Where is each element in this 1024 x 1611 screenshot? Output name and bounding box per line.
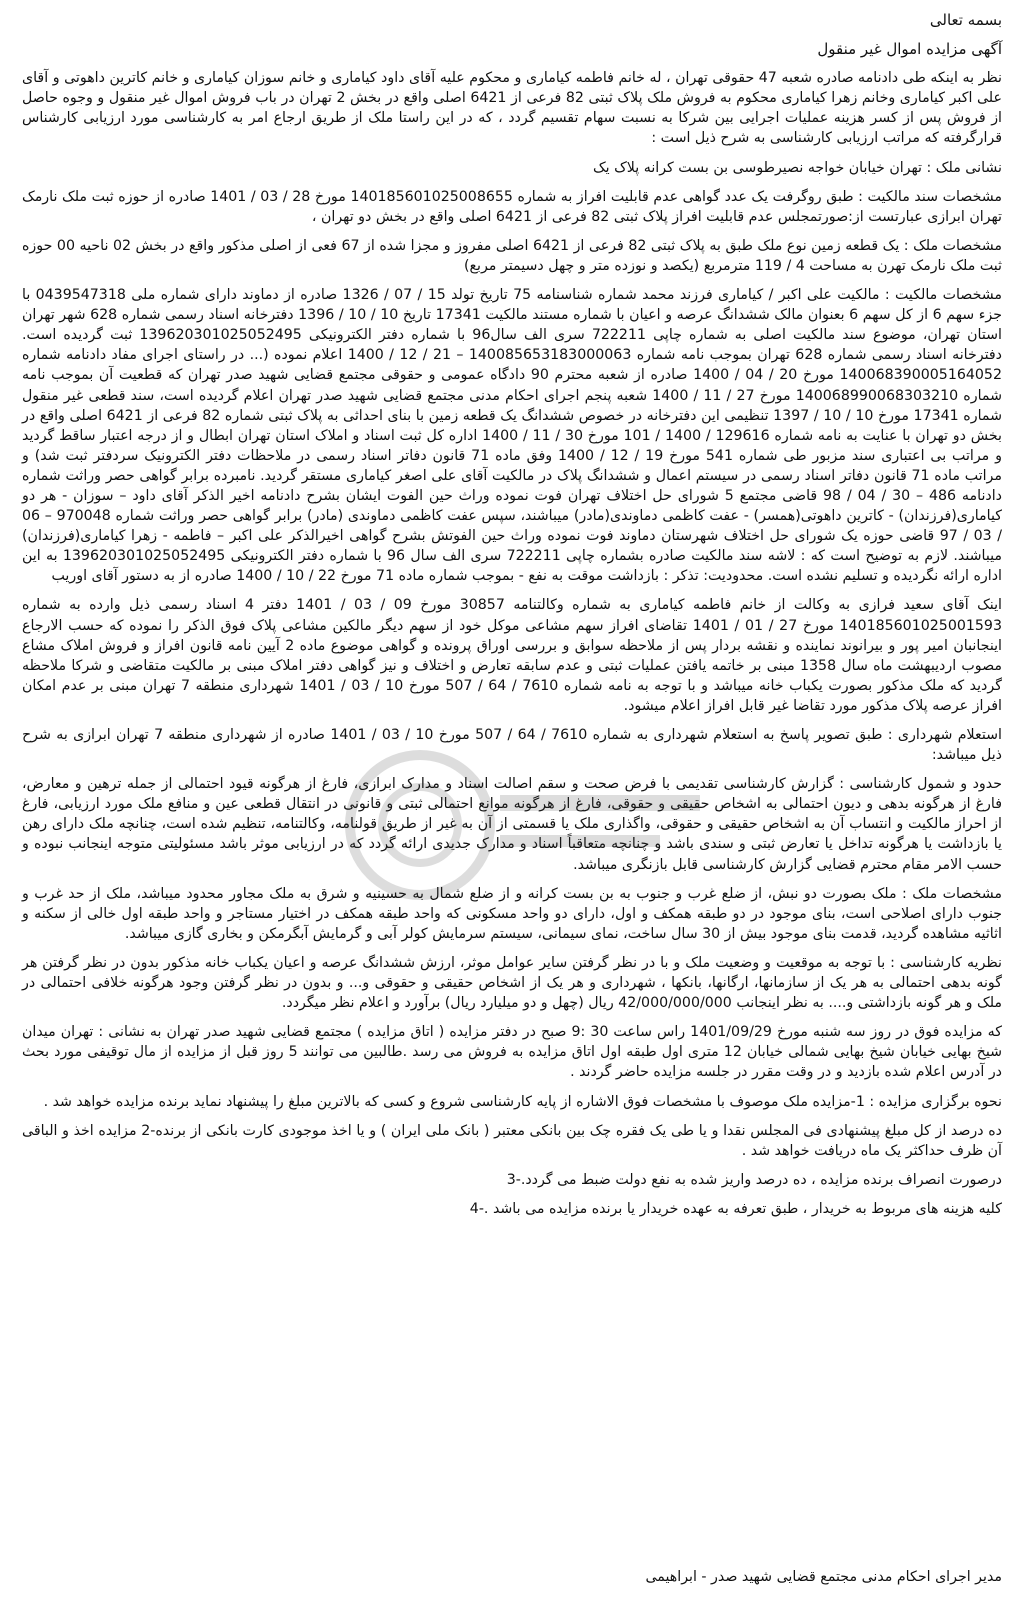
paragraph-procedure-3: درصورت انصراف برنده مزایده ، ده درصد واریز شده به نفع دولت ضبط می گردد.-3: [506, 1171, 1002, 1188]
paragraph-deed: مشخصات سند مالکیت : طبق روگرفت یک عدد گواهی عدم قابلیت افراز به شماره 140185601025008655 مورخ 28 / 03 / 1401 صادره از حوزه ثبت ملک نارمک تهران ابرازی عبارتست از:صورتمجلس عدم قابلیت افراز پلاک ثبتی 82 فرعی از 6421 اصلی واقع در بخش دو تهران ،: [22, 188, 1002, 225]
paragraph-procedure-4: کلیه هزینه های مربوط به خریدار ، طبق تعرفه به عهده خریدار یا برنده مزایده می باشد .-4: [469, 1200, 1002, 1217]
paragraph-property: مشخصات ملک : یک قطعه زمین نوع ملک طبق به پلاک ثبتی 82 فرعی از 6421 اصلی مفروز و مجزا شده از 67 فعی از اصلی مذکور واقع در بخش 02 ناحیه 00 حوزه ثبت ملک نارمک تهرن به مساحت 4 / 119 مترمربع (یکصد و نوزده متر و چهل دسیمتر مربع): [22, 237, 1003, 274]
paragraph-procedure-2: ده درصد از کل مبلغ پیشنهادی فی المجلس نقدا و یا طی یک فقره چک بین بانکی معتبر ( بانک ملی ایران ) و یا اخذ موجودی کارت بانکی از برنده-2 مزایده اخذ و الباقی آن ظرف حداکثر یک ماه دریافت خواهد شد .: [22, 1122, 1002, 1159]
paragraph-procedure-1: نحوه برگزاری مزایده : 1-مزایده ملک موصوف با مشخصات فوق الاشاره از پایه کارشناسی شروع و کسی که بالاترین مبلغ را پیشنهاد نماید برنده مزایده خواهد شد .: [43, 1093, 1002, 1110]
signature: مدیر اجرای احکام مدنی مجتمع قضایی شهید صدر - ابراهیمی: [645, 1569, 1002, 1585]
paragraph-intro: نظر به اینکه طی دادنامه صادره شعبه 47 حقوقی تهران ، له خانم فاطمه کیاماری و محکوم علیه آقای داود کیاماری و خانم سوزان کیاماری و خانم کاترین داهوتی و آقای علی اکبر کیاماری وخانم زهرا کیاماری محکوم به فروش ملک پلاک ثبتی 82 فرعی از 6421 اصلی واقع در بخش 2 تهران در باب فروش اموال غیر منقول و وجوه حاصل از فروش پس از کسر هزینه عملیات اجرایی بین شرکا به نسبت سهام تقسیم گردد ، که در این راستا ملک از طریق ارجاع امر به کارشناسی مورد ارزیابی کارشناس قرارگرفته که مراتب ارزیابی کارشناسی به شرح ذیل است :: [22, 70, 1002, 147]
paragraph-address: نشانی ملک : تهران خیابان خواجه نصیرطوسی بن بست کرانه پلاک یک: [592, 159, 1002, 176]
notice-title: آگهی مزایده اموال غیر منقول: [817, 40, 1002, 59]
paragraph-property-details: مشخصات ملک : ملک بصورت دو نبش، از ضلع غرب و جنوب به بن بست کرانه و از ضلع شمال به حسینیه و شرق به ملک مجاور محدود میباشد، ملک از حد غرب و جنوب دارای اصلاحی است، بنای موجود در دو طبقه همکف و اول، دارای دو واحد مسکونی که واحد طبقه همکف در اختیار مستاجر و واحد طبقه اول خالی از سکنه و اثاثیه مشاهده گردید، قدمت بنای موجود بیش از 30 سال ساخت، نمای سیمانی، سیستم سرمایش کولر آبی و گرمایش آبگرمکن و بخاری گازی میباشد.: [22, 885, 1002, 942]
paragraph-appraisal: نظریه کارشناسی : با توجه به موقعیت و وضعیت ملک و با در نظر گرفتن سایر عوامل موثر، ارزش ششدانگ عرصه و اعیان یکباب خانه مذکور بدون در نظر گرفتن هر گونه بدهی احتمالی به هر یک از سازمانها، ارگانها، بانکها ، شهرداری و هر یک از اشخاص حقیقی و حقوقی و... و بدون در نظر گرفتن وجود هرگونه خلافی احتمالی در ملک و هر گونه بازداشتی و.... به نظر اینجانب 42/000/000/000 ریال (چهل و دو میلیارد ریال) برآورد و اعلام نظر میگردد.: [22, 954, 1002, 1012]
paragraph-scope: حدود و شمول کارشناسی : گزارش کارشناسی تقدیمی با فرض صحت و سقم اصالت اسناد و مدارک ابرازی، فارغ از هرگونه قیود احتمالی از جمله ترهین و معارض، فارغ از هرگونه بدهی و دیون احتمالی به اشخاص حقیقی و حقوقی، فارغ از هرگونه موانع احتمالی ثبتی و قانونی در انتقال قطعی عین و منافع ملک مورد ارزیابی، فارغ از احراز مالکیت و انتساب آن به اشخاص حقیقی و حقوقی، واگذاری ملک یا قسمتی از آن به غیر از طریق قولنامه، وکالتنامه، تنظیم شده است، چنانچه ملک دارای رهن یا بازداشت یا هرگونه تداخل یا تعارض ثبتی و سندی باشد و چنانچه متعاقباً اسناد و مدارک جدیدی ارائه گردد که در ارزیابی موثر باشد مسئولیتی متوجه اینجانب نبوده و حسب الامر مقام محترم قضایی گزارش کارشناسی قابل بازنگری میباشد.: [22, 776, 1002, 873]
paragraph-municipality: استعلام شهرداری : طبق تصویر پاسخ به استعلام شهرداری به شماره 7610 / 64 / 507 مورخ 10 / 03 / 1401 صادره از شهرداری منطقه 7 تهران ابرازی به شرح ذیل میباشد:: [22, 727, 1002, 764]
paragraph-ownership: مشخصات مالکیت : مالکیت علی اکبر / کیاماری فرزند محمد شماره شناسنامه 75 تاریخ تولد 15 / 07 / 1326 صادره از دماوند دارای شماره ملی 0439547318 با جزء سهم 6 از کل سهم 6 بعنوان مالک ششدانگ عرصه و اعیان با شماره مستند مالکیت 17341 تاریخ 10 / 10 / 1396 دفترخانه اسناد رسمی شماره 628 شهر تهران استان تهران، موضوع سند مالکیت اصلی به شماره چاپی 722211 سری الف سال96 با شماره دفتر الکترونیکی 139620301025052495 ثبت گردیده است. دفترخانه اسناد رسمی شماره 628 تهران بموجب نامه شماره 140085653183000063 – 21 / 12 / 1400 اعلام نموده (... در راستای اجرای مفاد دادنامه شماره 140068390005164052 مورخ 20 / 04 / 1400 صادره از شعبه محترم 90 دادگاه عمومی و حقوقی مجتمع قضایی شهید صدر تهران که قطعیت آن بموجب نامه شماره 140068990068303210 مورخ 27 / 11 / 1400 شعبه پنجم اجرای احکام مدنی مجتمع قضایی شهید صدر تهران اعلام گردیده است، سند قطعی غیر منقول شماره 17341 مورخ 10 / 10 / 1397 تنظیمی این دفترخانه در خصوص ششدانگ یک قطعه زمین با بنای احداثی به پلاک ثبتی شماره 82 فرعی از 6421 اصلی واقع در بخش دو تهران با عنایت به نامه شماره 129616 / 1400 / 101 مورخ 30 / 11 / 1400 اداره کل ثبت اسناد و املاک استان تهران ابطال و از درجه اعتبار ساقط گردید و مراتب بی اعتباری سند مزبور طی شماره 541 مورخ 19 / 12 / 1400 وفق ماده 71 قانون دفاتر اسناد رسمی در ملاحظات دفتر الکترونیک سردفتر ثبت شد) و مراتب ماده 71 قانون دفاتر اسناد رسمی در سیستم اعمال و ششدانگ پلاک در مالکیت آقای علی اصغر کیاماری مستقر گردید. نامبرده برابر گواهی حصر وراثت شماره دادنامه 486 – 30 / 04 / 98 قاضی مجتمع 5 شورای حل اختلاف تهران فوت نموده وراث حین الفوت ایشان بشرح دادنامه اخیر الذکر آقای داود – سوزان - هر دو کیاماری(فرزندان) - کاترین داهوتی(همسر) - عفت کاظمی دماوندی(مادر) میباشند، سپس عفت کاظمی دماوندی (مادر) برابر گواهی حصر وراثت شماره 970048 – 06 / 03 / 97 قاضی حوزه یک شورای حل اختلاف شهرستان دماوند فوت نموده وراث حین الفوتش بشرح گواهی اخیرالذکر علی اکبر – فاطمه - زهرا کیاماری(فرزندان) میباشند. لازم به توضیح است که : لاشه سند مالکیت صادره بشماره چاپی 722211 سری الف سال 96 با شماره دفتر الکترونیکی 139620301025052495 به این اداره ارائه نگردیده و تسلیم نشده است. محدودیت: تذکر : بازداشت موقت به نفع - بموجب شماره ماده 71 مورخ 22 / 10 / 1400 صادره از به دستور آقای اوریب: [22, 287, 1003, 585]
paragraph-auction-time: که مزایده فوق در روز سه شنبه مورخ 1401/09/29 راس ساعت 30 :9 صبح در دفتر مزایده ( اتاق مزایده ) مجتمع قضایی شهید صدر تهران به نشانی : تهران میدان شیخ بهایی خیابان شیخ بهایی شمالی خیابان 12 متری اول طبقه اول اتاق مزایده به فروش می رسد .طالبین می توانند 5 روز قبل از مزایده از مال توقیفی مورد بحث در آدرس اعلام شده بازدید و در وقت مقرر در جلسه مزایده حاضر گردند .: [22, 1024, 1003, 1081]
basmala: بسمه تعالی: [929, 11, 1002, 29]
paragraph-partition-request: اینک آقای سعید فرازی به وکالت از خانم فاطمه کیاماری به شماره وکالتنامه 30857 مورخ 09 / 03 / 1401 دفتر 4 اسناد رسمی ذیل وارده به شماره 140185601025001593 مورخ 27 / 01 / 1401 تقاضای افراز سهم مشاعی موکل خود از سهم دیگر مالکین مشاعی پلاک فوق الذکر را نموده که حسب الارجاع اینجانبان امیر پور و بیرانوند نماینده و نقشه بردار پس از ملاحظه سوابق و بررسی اوراق پرونده و گواهی موضوع ماده 2 آیین نامه قانون افراز و فروش املاک مشاع مصوب اردیبهشت ماه سال 1358 مبنی بر خاتمه یافتن عملیات ثبتی و عدم سابقه تعارض و اختلاف و نیز گواهی دفتر املاک مبنی بر مالکیت متقاضی و شرکا ملاحظه گردید که ملک مذکور بصورت یکباب خانه میباشد و با توجه به نامه شماره 7610 / 64 / 507 مورخ 10 / 03 / 1401 شهرداری منطقه 7 تهران مبنی بر عدم امکان افراز عرصه پلاک مذکور مورد تقاضا غیر قابل افراز اعلام میشود.: [22, 597, 1002, 714]
